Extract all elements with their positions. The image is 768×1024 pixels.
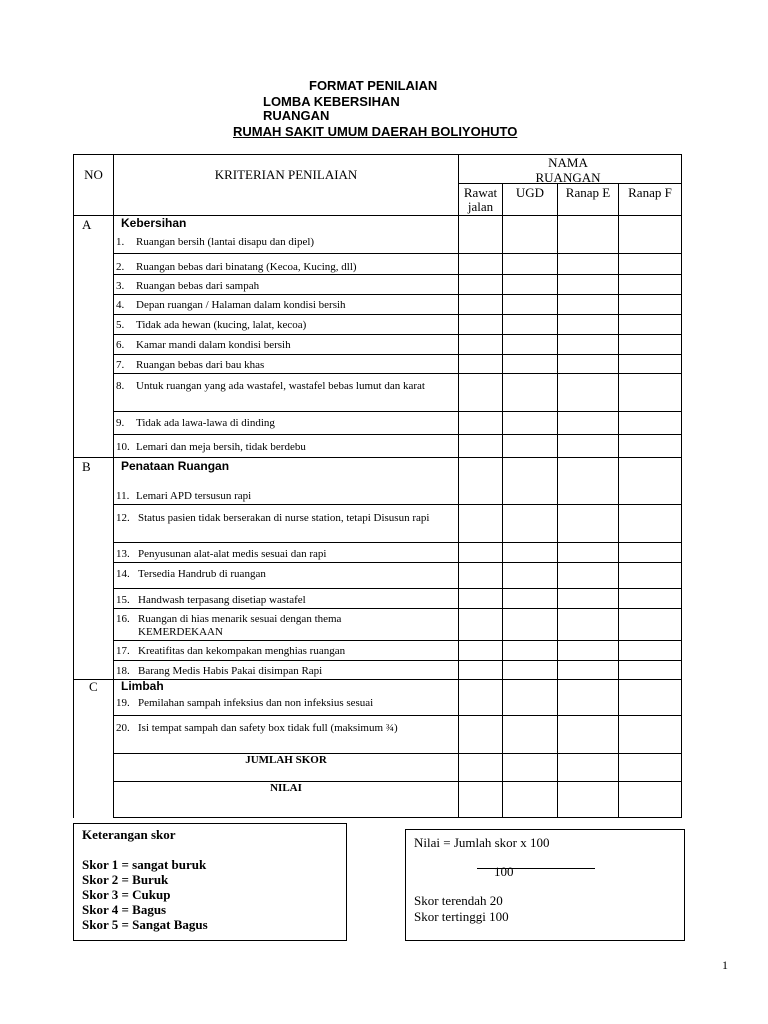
page-number: 1 xyxy=(722,958,728,972)
legend-item: Skor 2 = Buruk xyxy=(82,872,169,887)
legend-item: Skor 3 = Cukup xyxy=(82,887,171,902)
header-room-rawat-jalan: Rawat jalan xyxy=(463,185,498,214)
title-line-3: RUANGAN xyxy=(263,108,330,123)
nilai-label: NILAI xyxy=(270,782,302,794)
title-line-2: LOMBA KEBERSIHAN xyxy=(263,94,400,109)
nilai-formula-box xyxy=(405,829,685,941)
criteria-item: 5. Tidak ada hewan (kucing, lalat, kecoa) xyxy=(116,319,307,331)
header-room-ugd: UGD xyxy=(515,185,545,200)
legend-item: Skor 4 = Bagus xyxy=(82,902,167,917)
criteria-item: 7. Ruangan bebas dari bau khas xyxy=(116,359,265,371)
legend-title: Keterangan skor xyxy=(82,827,176,842)
formula-line: Nilai = Jumlah skor x 100 xyxy=(414,835,550,850)
criteria-item: 16. Ruangan di hias menarik sesuai dengan thema KEMERDEKAAN xyxy=(116,613,342,638)
title-line-1: FORMAT PENILAIAN xyxy=(309,78,438,93)
header-room-ranap-e: Ranap E xyxy=(565,185,611,200)
criteria-item: 6. Kamar mandi dalam kondisi bersih xyxy=(116,339,291,351)
criteria-item: 8. Untuk ruangan yang ada wastafel, wastafel bebas lumut dan karat xyxy=(116,380,425,392)
section-letter-c: C xyxy=(89,679,98,694)
section-title-a: Kebersihan xyxy=(121,216,187,230)
criteria-item: 13. Penyusunan alat-alat medis sesuai dan rapi xyxy=(116,548,327,560)
criteria-item: 10. Lemari dan meja bersih, tidak berdebu xyxy=(116,441,306,453)
criteria-item: 14. Tersedia Handrub di ruangan xyxy=(116,568,266,580)
formula-denominator: 100 xyxy=(494,864,514,879)
criteria-item: 15. Handwash terpasang disetiap wastafel xyxy=(116,594,306,606)
score-legend-box xyxy=(73,823,347,941)
criteria-item: 3. Ruangan bebas dari sampah xyxy=(116,280,260,292)
section-letter-a: A xyxy=(82,217,92,232)
criteria-item: 1. Ruangan bersih (lantai disapu dan dipel) xyxy=(116,236,315,248)
title-line-4: RUMAH SAKIT UMUM DAERAH BOLIYOHUTO xyxy=(233,124,518,139)
criteria-item: 12. Status pasien tidak berserakan di nurse station, tetapi Disusun rapi xyxy=(116,512,430,524)
section-title-b: Penataan Ruangan xyxy=(121,459,230,473)
legend-item: Skor 1 = sangat buruk xyxy=(82,857,207,872)
legend-item: Skor 5 = Sangat Bagus xyxy=(82,917,208,932)
header-room-group: NAMA RUANGAN xyxy=(535,155,601,185)
criteria-item: 19. Pemilahan sampah infeksius dan non infeksius sesuai xyxy=(116,697,374,709)
header-room-ranap-f: Ranap F xyxy=(628,185,672,200)
criteria-item: 17. Kreatifitas dan kekompakan menghias ruangan xyxy=(116,645,346,657)
max-score: Skor tertinggi 100 xyxy=(414,909,509,924)
criteria-item: 9. Tidak ada lawa-lawa di dinding xyxy=(116,417,275,429)
header-criteria: KRITERIAN PENILAIAN xyxy=(214,167,358,182)
total-score-label: JUMLAH SKOR xyxy=(245,754,327,766)
min-score: Skor terendah 20 xyxy=(414,893,503,908)
criteria-item: 11. Lemari APD tersusun rapi xyxy=(116,490,252,502)
criteria-item: 20. Isi tempat sampah dan safety box tidak full (maksimum ¾) xyxy=(116,722,398,734)
section-title-c: Limbah xyxy=(121,679,164,693)
section-letter-b: B xyxy=(82,459,91,474)
criteria-item: 4. Depan ruangan / Halaman dalam kondisi bersih xyxy=(116,299,346,311)
criteria-item: 2. Ruangan bebas dari binatang (Kecoa, Kucing, dll) xyxy=(116,261,357,273)
criteria-item: 18. Barang Medis Habis Pakai disimpan Rapi xyxy=(116,665,323,677)
header-no: NO xyxy=(84,167,103,182)
